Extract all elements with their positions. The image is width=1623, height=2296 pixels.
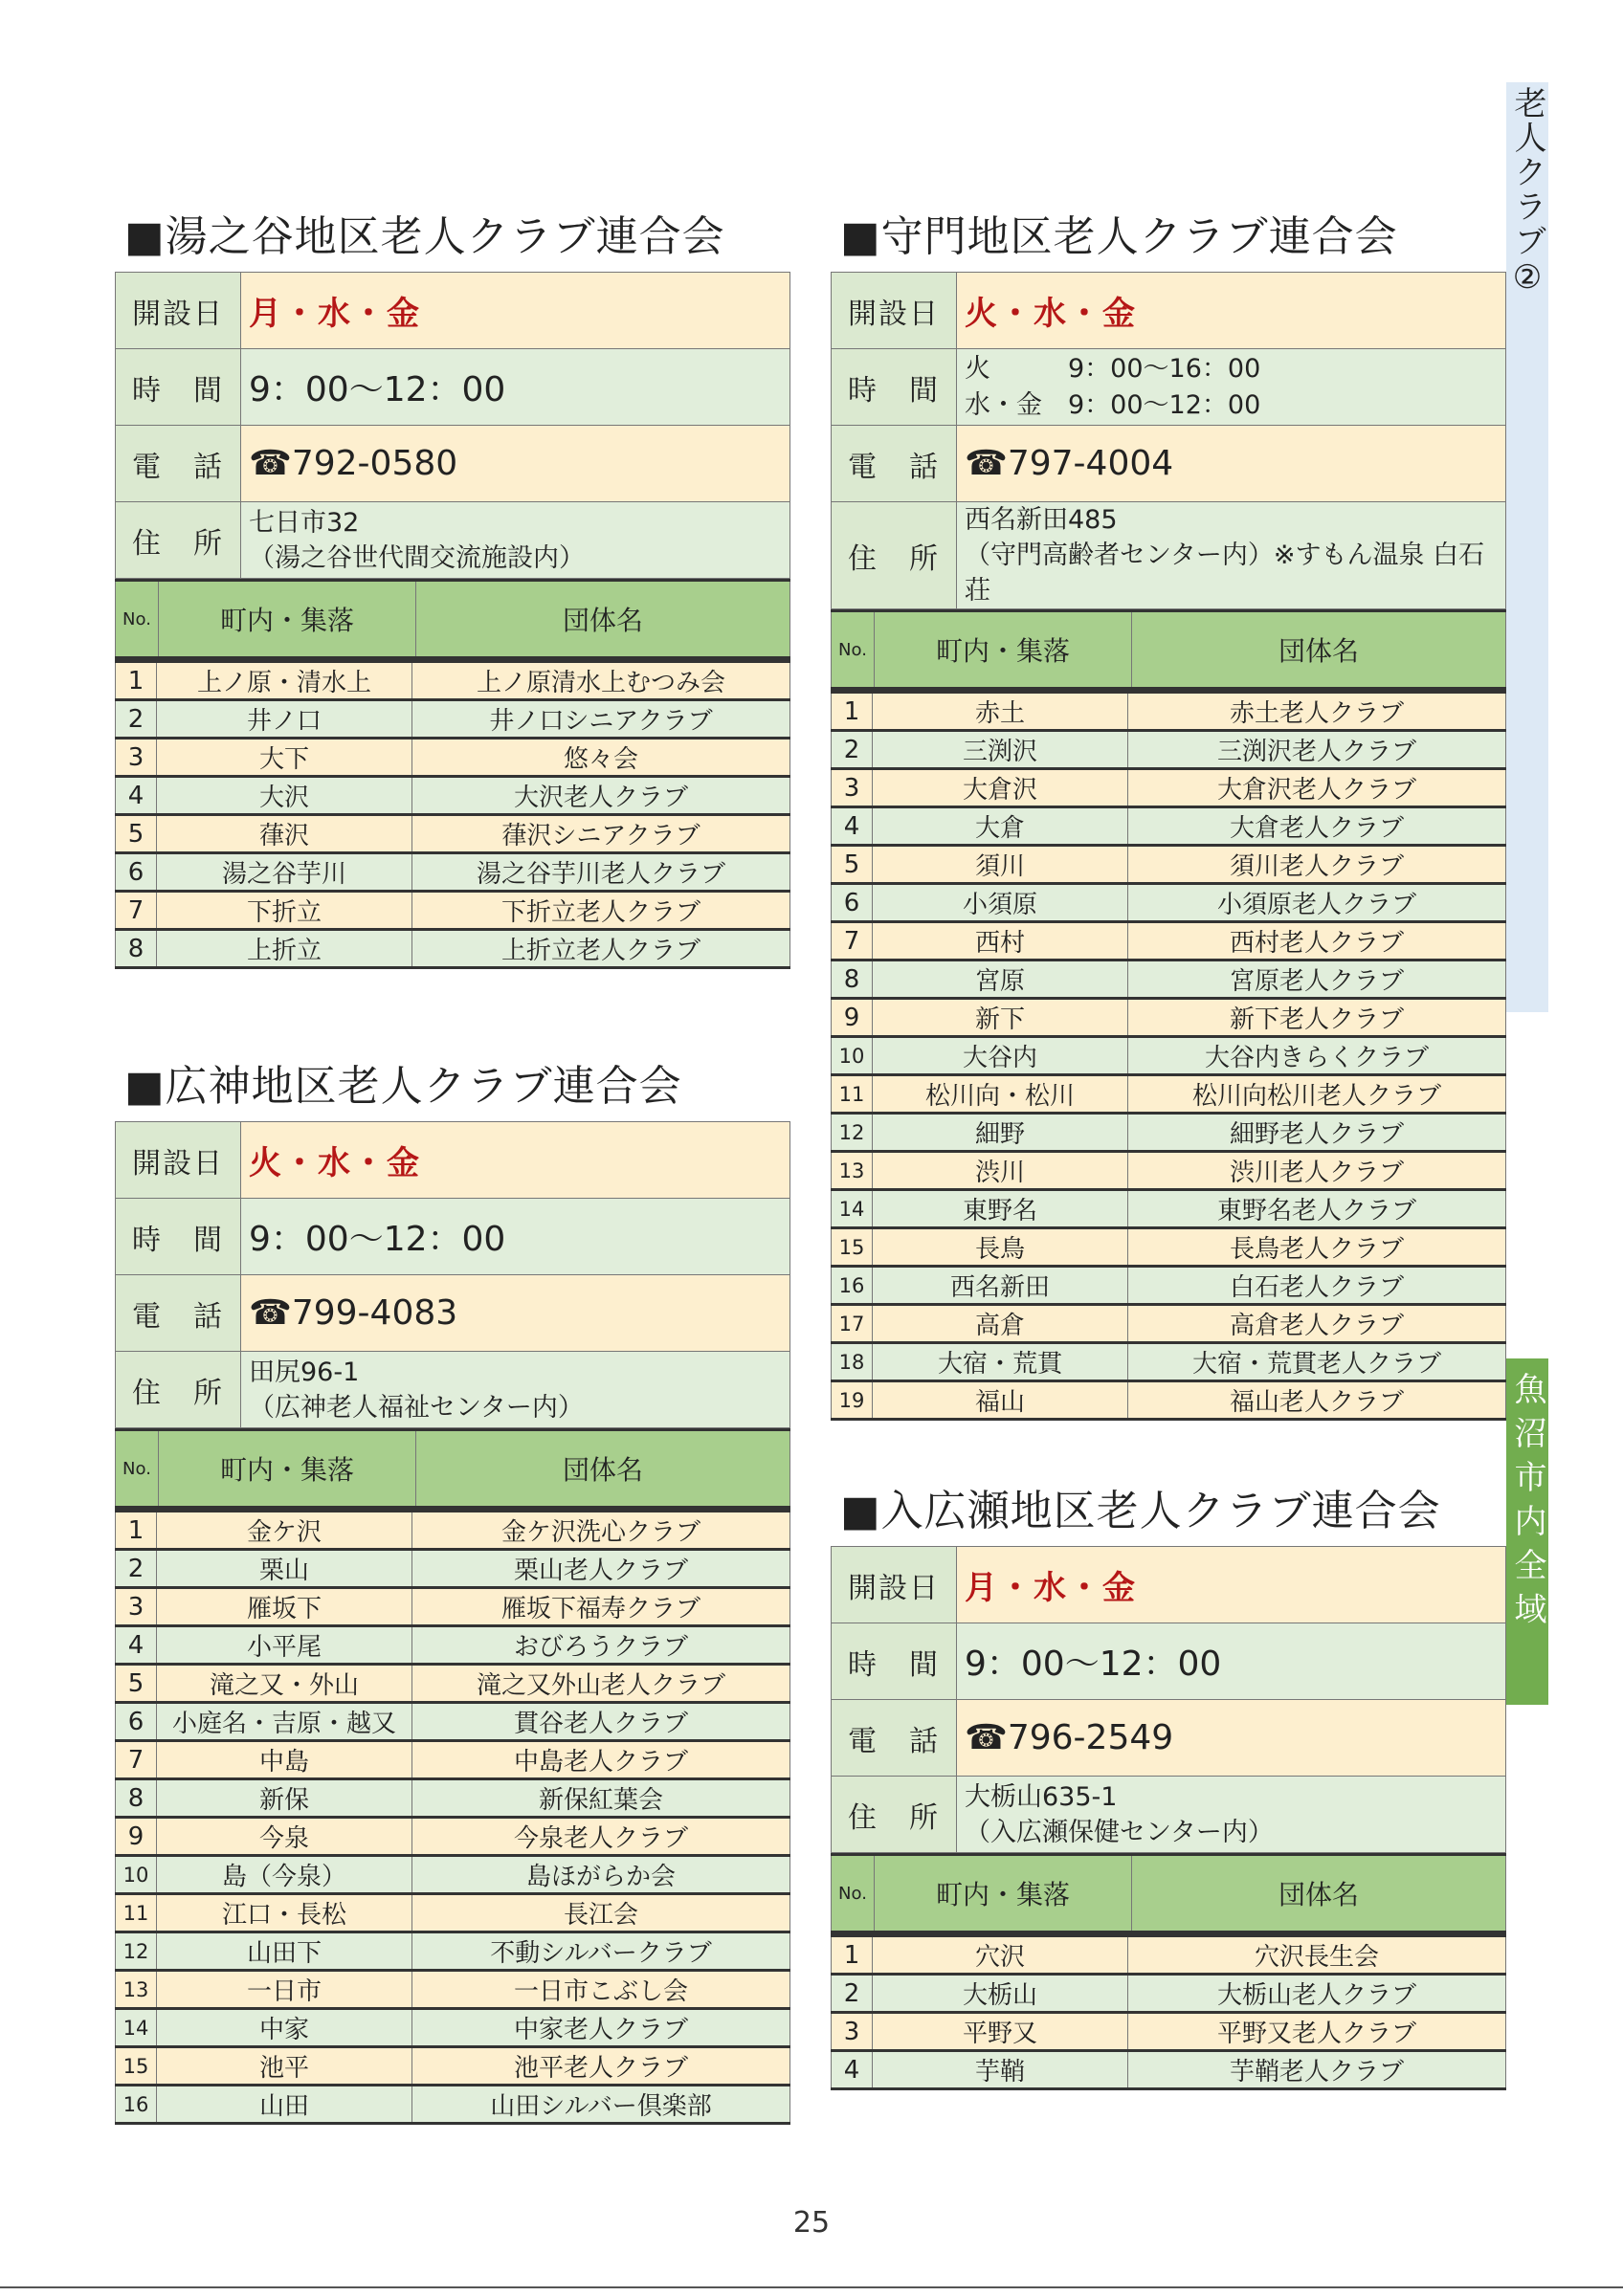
sidebar-region-tab — [1506, 1358, 1548, 1705]
time-label: 時 間 — [832, 1623, 957, 1700]
row-club: 下折立老人クラブ — [412, 892, 790, 930]
time-label: 時 間 — [116, 349, 241, 426]
row-number: 16 — [116, 2086, 157, 2124]
info-table — [115, 272, 790, 579]
info-row-tel — [832, 426, 1506, 502]
table-row — [116, 700, 790, 739]
col-no-header: No. — [832, 611, 875, 690]
row-town: 小平尾 — [157, 1626, 412, 1665]
days-label: 開設日 — [832, 273, 957, 349]
row-number: 3 — [116, 739, 157, 777]
info-row-time — [116, 349, 790, 426]
table-row — [116, 1856, 790, 1894]
row-club: 池平老人クラブ — [412, 2047, 790, 2086]
days-value: 月・水・金 — [249, 295, 421, 333]
info-row-time — [832, 349, 1506, 426]
row-number: 4 — [832, 807, 873, 846]
sidebar-region-label: 魚沼市内全域 — [1508, 1372, 1546, 1636]
row-number: 6 — [832, 884, 873, 922]
row-town: 雁坂下 — [157, 1588, 412, 1626]
table-row — [832, 1936, 1506, 1975]
row-club: 小須原老人クラブ — [1128, 884, 1506, 922]
info-row-tel — [832, 1700, 1506, 1777]
days-value-cell — [957, 1547, 1506, 1623]
table-row — [832, 1267, 1506, 1305]
row-club: 島ほがらか会 — [412, 1856, 790, 1894]
row-club: 滝之又外山老人クラブ — [412, 1665, 790, 1703]
address-value-cell — [241, 1352, 790, 1428]
row-number: 10 — [832, 1037, 873, 1075]
row-town: 細野 — [873, 1114, 1128, 1152]
table-row — [832, 2013, 1506, 2051]
table-row — [832, 846, 1506, 884]
info-row-days — [116, 273, 790, 349]
row-number: 9 — [116, 1818, 157, 1856]
row-club: おびろうクラブ — [412, 1626, 790, 1665]
row-club: 上ノ原清水上むつみ会 — [412, 662, 790, 700]
col-town-header: 町内・集落 — [875, 611, 1132, 690]
row-town: 山田下 — [157, 1932, 412, 1971]
row-number: 12 — [832, 1114, 873, 1152]
row-club: 今泉老人クラブ — [412, 1818, 790, 1856]
row-town: 福山 — [873, 1381, 1128, 1420]
row-town: 高倉 — [873, 1305, 1128, 1343]
row-town: 山田 — [157, 2086, 412, 2124]
days-value-cell — [241, 1122, 790, 1199]
table-row — [832, 1037, 1506, 1075]
col-no-header: No. — [832, 1855, 875, 1933]
address-value-cell — [241, 502, 790, 579]
row-number: 11 — [116, 1894, 157, 1932]
row-number: 13 — [832, 1152, 873, 1190]
row-number: 3 — [832, 2013, 873, 2051]
row-town: 小須原 — [873, 884, 1128, 922]
col-club-header: 団体名 — [1132, 1855, 1506, 1933]
table-row — [832, 1305, 1506, 1343]
row-club: 福山老人クラブ — [1128, 1381, 1506, 1420]
table-row — [116, 1550, 790, 1588]
table-row — [832, 1343, 1506, 1381]
table-row — [116, 1932, 790, 1971]
time-value-cell — [241, 1199, 790, 1275]
row-club: 三渕沢老人クラブ — [1128, 731, 1506, 769]
table-row — [116, 2009, 790, 2047]
row-number: 19 — [832, 1381, 873, 1420]
time-label: 時 間 — [116, 1199, 241, 1275]
row-club: 大沢老人クラブ — [412, 777, 790, 815]
time-label: 時 間 — [832, 349, 957, 426]
tel-label: 電 話 — [116, 426, 241, 502]
info-row-time — [832, 1623, 1506, 1700]
col-town-header: 町内・集落 — [875, 1855, 1132, 1933]
row-town: 滝之又・外山 — [157, 1665, 412, 1703]
row-town: 長鳥 — [873, 1228, 1128, 1267]
row-number: 18 — [832, 1343, 873, 1381]
days-value: 月・水・金 — [965, 1569, 1137, 1607]
table-row — [116, 739, 790, 777]
row-number: 15 — [832, 1228, 873, 1267]
row-club: 新下老人クラブ — [1128, 999, 1506, 1037]
row-club: 大倉老人クラブ — [1128, 807, 1506, 846]
row-number: 12 — [116, 1932, 157, 1971]
tel-value-cell — [957, 1700, 1506, 1777]
address-line-1: 七日市32 — [249, 507, 360, 538]
time-line-1: 火 9：00～16：00 — [965, 353, 1261, 384]
row-number: 3 — [832, 769, 873, 807]
info-row-address — [116, 1352, 790, 1428]
table-row — [116, 662, 790, 700]
phone-number: ☎799-4083 — [249, 1293, 458, 1333]
row-town: 池平 — [157, 2047, 412, 2086]
row-club: 新保紅葉会 — [412, 1779, 790, 1818]
tel-label: 電 話 — [832, 1700, 957, 1777]
row-town: 大谷内 — [873, 1037, 1128, 1075]
table-row — [116, 1588, 790, 1626]
row-number: 11 — [832, 1075, 873, 1114]
row-club: 栗山老人クラブ — [412, 1550, 790, 1588]
row-number: 5 — [116, 815, 157, 853]
row-town: 大下 — [157, 739, 412, 777]
row-town: 今泉 — [157, 1818, 412, 1856]
section-title: ■入広瀬地区老人クラブ連合会 — [840, 1487, 1441, 1535]
col-club-header: 団体名 — [416, 581, 790, 659]
col-no-header: No. — [116, 581, 159, 659]
club-table — [831, 1934, 1506, 2090]
table-row — [116, 777, 790, 815]
row-town: 島（今泉） — [157, 1856, 412, 1894]
table-row — [832, 884, 1506, 922]
table-row — [832, 999, 1506, 1037]
row-town: 須川 — [873, 846, 1128, 884]
row-club: 長江会 — [412, 1894, 790, 1932]
row-club: 渋川老人クラブ — [1128, 1152, 1506, 1190]
row-club: 芋鞘老人クラブ — [1128, 2051, 1506, 2089]
address-line-2: （湯之谷世代間交流施設内） — [249, 542, 585, 573]
row-town: 西名新田 — [873, 1267, 1128, 1305]
sidebar-category-tab — [1506, 82, 1548, 1012]
info-row-days — [116, 1122, 790, 1199]
section-title: ■守門地区老人クラブ連合会 — [840, 212, 1398, 261]
row-number: 17 — [832, 1305, 873, 1343]
club-table — [115, 1510, 790, 2125]
time-line-2: 水・金 9：00～12：00 — [965, 389, 1261, 420]
header-row — [116, 1430, 790, 1509]
row-club: 長鳥老人クラブ — [1128, 1228, 1506, 1267]
row-club: 貫谷老人クラブ — [412, 1703, 790, 1741]
address-line-2: （入広瀬保健センター内） — [965, 1817, 1274, 1847]
row-club: 井ノ口シニアクラブ — [412, 700, 790, 739]
time-value-cell — [957, 349, 1506, 426]
row-number: 14 — [832, 1190, 873, 1228]
club-table-header — [831, 1853, 1506, 1934]
row-number: 1 — [832, 1936, 873, 1975]
phone-number: ☎796-2549 — [965, 1718, 1174, 1757]
row-club: 山田シルバー倶楽部 — [412, 2086, 790, 2124]
row-number: 14 — [116, 2009, 157, 2047]
tel-value-cell — [241, 426, 790, 502]
row-number: 2 — [116, 700, 157, 739]
table-row — [832, 922, 1506, 960]
row-number: 2 — [832, 1975, 873, 2013]
row-number: 5 — [116, 1665, 157, 1703]
row-town: 江口・長松 — [157, 1894, 412, 1932]
row-town: 中家 — [157, 2009, 412, 2047]
row-town: 三渕沢 — [873, 731, 1128, 769]
info-row-address — [116, 502, 790, 579]
row-number: 1 — [116, 662, 157, 700]
row-number: 4 — [116, 777, 157, 815]
days-label: 開設日 — [116, 1122, 241, 1199]
sidebar-category-label: 老人クラブ② — [1508, 86, 1546, 298]
row-club: 大栃山老人クラブ — [1128, 1975, 1506, 2013]
address-line-2: （広神老人福祉センター内） — [249, 1392, 584, 1423]
address-line-1: 西名新田485 — [965, 505, 1118, 535]
row-club: 赤土老人クラブ — [1128, 693, 1506, 731]
address-label: 住 所 — [116, 1352, 241, 1428]
row-town: 金ケ沢 — [157, 1512, 412, 1550]
row-number: 7 — [116, 1741, 157, 1779]
table-row — [116, 1626, 790, 1665]
col-no-header: No. — [116, 1430, 159, 1509]
info-row-days — [832, 1547, 1506, 1623]
row-club: 中島老人クラブ — [412, 1741, 790, 1779]
row-club: 中家老人クラブ — [412, 2009, 790, 2047]
row-club: 平野又老人クラブ — [1128, 2013, 1506, 2051]
row-number: 7 — [832, 922, 873, 960]
row-town: 大倉 — [873, 807, 1128, 846]
address-label: 住 所 — [116, 502, 241, 579]
row-town: 大倉沢 — [873, 769, 1128, 807]
row-town: 平野又 — [873, 2013, 1128, 2051]
row-number: 1 — [116, 1512, 157, 1550]
info-table — [115, 1121, 790, 1428]
row-number: 16 — [832, 1267, 873, 1305]
header-row — [832, 611, 1506, 690]
row-club: 白石老人クラブ — [1128, 1267, 1506, 1305]
table-row — [832, 1190, 1506, 1228]
table-row — [116, 1818, 790, 1856]
row-number: 7 — [116, 892, 157, 930]
table-row — [832, 769, 1506, 807]
table-row — [832, 1228, 1506, 1267]
row-number: 6 — [116, 1703, 157, 1741]
row-club: 湯之谷芋川老人クラブ — [412, 853, 790, 892]
time-value: 9：00～12：00 — [249, 370, 506, 409]
row-town: 新下 — [873, 999, 1128, 1037]
section-irihirose — [831, 1485, 1506, 2090]
table-row — [116, 815, 790, 853]
row-town: 上ノ原・清水上 — [157, 662, 412, 700]
row-club: 須川老人クラブ — [1128, 846, 1506, 884]
days-value-cell — [957, 273, 1506, 349]
row-town: 穴沢 — [873, 1936, 1128, 1975]
tel-label: 電 話 — [832, 426, 957, 502]
row-town: 中島 — [157, 1741, 412, 1779]
section-sumon — [831, 210, 1506, 1421]
info-row-address — [832, 1777, 1506, 1853]
days-label: 開設日 — [116, 273, 241, 349]
row-club: 一日市こぶし会 — [412, 1971, 790, 2009]
row-number: 13 — [116, 1971, 157, 2009]
table-row — [832, 1114, 1506, 1152]
address-label: 住 所 — [832, 1777, 957, 1853]
club-table-header — [831, 609, 1506, 691]
row-club: 雁坂下福寿クラブ — [412, 1588, 790, 1626]
row-town: 下折立 — [157, 892, 412, 930]
table-row — [116, 1894, 790, 1932]
table-row — [116, 1665, 790, 1703]
row-number: 4 — [116, 1626, 157, 1665]
table-row — [832, 1975, 1506, 2013]
days-value-cell — [241, 273, 790, 349]
row-number: 2 — [116, 1550, 157, 1588]
info-row-time — [116, 1199, 790, 1275]
phone-number: ☎797-4004 — [965, 444, 1174, 483]
row-town: 一日市 — [157, 1971, 412, 2009]
info-row-tel — [116, 1275, 790, 1352]
address-line-1: 田尻96-1 — [249, 1357, 360, 1387]
bottom-divider — [0, 2286, 1623, 2288]
row-town: 上折立 — [157, 930, 412, 968]
tel-value-cell — [957, 426, 1506, 502]
table-row — [832, 1381, 1506, 1420]
row-club: 大谷内きらくクラブ — [1128, 1037, 1506, 1075]
page-number: 25 — [792, 2206, 831, 2240]
time-value: 9：00～12：00 — [249, 1220, 506, 1259]
row-club: 細野老人クラブ — [1128, 1114, 1506, 1152]
row-club: 大倉沢老人クラブ — [1128, 769, 1506, 807]
club-table-header — [115, 579, 790, 660]
tel-label: 電 話 — [116, 1275, 241, 1352]
table-row — [116, 853, 790, 892]
time-value-cell — [241, 349, 790, 426]
table-row — [116, 1512, 790, 1550]
info-row-address — [832, 502, 1506, 609]
row-town: 新保 — [157, 1779, 412, 1818]
table-row — [116, 1971, 790, 2009]
col-club-header: 団体名 — [1132, 611, 1506, 690]
address-label: 住 所 — [832, 502, 957, 609]
row-number: 3 — [116, 1588, 157, 1626]
row-number: 4 — [832, 2051, 873, 2089]
table-row — [116, 930, 790, 968]
row-town: 葎沢 — [157, 815, 412, 853]
row-club: 上折立老人クラブ — [412, 930, 790, 968]
row-town: 大栃山 — [873, 1975, 1128, 2013]
address-line-2: （守門高齢者センター内）※すもん温泉 白石荘 — [965, 541, 1485, 606]
row-town: 芋鞘 — [873, 2051, 1128, 2089]
row-number: 9 — [832, 999, 873, 1037]
col-town-header: 町内・集落 — [159, 581, 416, 659]
table-row — [832, 731, 1506, 769]
row-town: 小庭名・吉原・越又 — [157, 1703, 412, 1741]
row-club: 悠々会 — [412, 739, 790, 777]
table-row — [832, 693, 1506, 731]
row-club: 宮原老人クラブ — [1128, 960, 1506, 999]
header-row — [832, 1855, 1506, 1933]
header-row — [116, 581, 790, 659]
table-row — [116, 1703, 790, 1741]
row-club: 大宿・荒貫老人クラブ — [1128, 1343, 1506, 1381]
days-value: 火・水・金 — [965, 295, 1137, 333]
row-town: 赤土 — [873, 693, 1128, 731]
table-row — [832, 1075, 1506, 1114]
table-row — [116, 1779, 790, 1818]
row-club: 葎沢シニアクラブ — [412, 815, 790, 853]
club-table — [115, 660, 790, 969]
row-number: 2 — [832, 731, 873, 769]
row-town: 渋川 — [873, 1152, 1128, 1190]
table-row — [116, 892, 790, 930]
tel-value-cell — [241, 1275, 790, 1352]
table-row — [832, 1152, 1506, 1190]
section-yunotani — [115, 210, 790, 969]
col-club-header: 団体名 — [416, 1430, 790, 1509]
section-title: ■湯之谷地区老人クラブ連合会 — [124, 212, 725, 261]
info-row-tel — [116, 426, 790, 502]
section-hirokami — [115, 1060, 790, 2125]
table-row — [116, 2086, 790, 2124]
row-number: 15 — [116, 2047, 157, 2086]
club-table — [831, 691, 1506, 1421]
table-row — [116, 2047, 790, 2086]
time-value: 9：00～12：00 — [965, 1645, 1222, 1684]
table-row — [116, 1741, 790, 1779]
row-club: 高倉老人クラブ — [1128, 1305, 1506, 1343]
row-town: 大宿・荒貫 — [873, 1343, 1128, 1381]
row-town: 井ノ口 — [157, 700, 412, 739]
table-row — [832, 2051, 1506, 2089]
address-value-cell — [957, 502, 1506, 609]
row-number: 8 — [116, 1779, 157, 1818]
row-town: 大沢 — [157, 777, 412, 815]
row-number: 8 — [832, 960, 873, 999]
row-number: 10 — [116, 1856, 157, 1894]
row-town: 松川向・松川 — [873, 1075, 1128, 1114]
table-row — [832, 960, 1506, 999]
col-town-header: 町内・集落 — [159, 1430, 416, 1509]
row-town: 栗山 — [157, 1550, 412, 1588]
row-club: 東野名老人クラブ — [1128, 1190, 1506, 1228]
phone-number: ☎792-0580 — [249, 444, 458, 483]
info-table — [831, 1546, 1506, 1853]
row-town: 湯之谷芋川 — [157, 853, 412, 892]
info-row-days — [832, 273, 1506, 349]
row-town: 西村 — [873, 922, 1128, 960]
info-table — [831, 272, 1506, 609]
row-number: 1 — [832, 693, 873, 731]
row-number: 6 — [116, 853, 157, 892]
row-town: 宮原 — [873, 960, 1128, 999]
table-row — [832, 807, 1506, 846]
section-title: ■広神地区老人クラブ連合会 — [124, 1062, 682, 1111]
row-club: 松川向松川老人クラブ — [1128, 1075, 1506, 1114]
address-line-1: 大栃山635-1 — [965, 1781, 1118, 1812]
time-value-cell — [957, 1623, 1506, 1700]
days-label: 開設日 — [832, 1547, 957, 1623]
row-club: 穴沢長生会 — [1128, 1936, 1506, 1975]
club-table-header — [115, 1428, 790, 1510]
days-value: 火・水・金 — [249, 1144, 421, 1182]
address-value-cell — [957, 1777, 1506, 1853]
row-number: 8 — [116, 930, 157, 968]
row-club: 西村老人クラブ — [1128, 922, 1506, 960]
row-club: 金ケ沢洗心クラブ — [412, 1512, 790, 1550]
row-town: 東野名 — [873, 1190, 1128, 1228]
row-number: 5 — [832, 846, 873, 884]
row-club: 不動シルバークラブ — [412, 1932, 790, 1971]
